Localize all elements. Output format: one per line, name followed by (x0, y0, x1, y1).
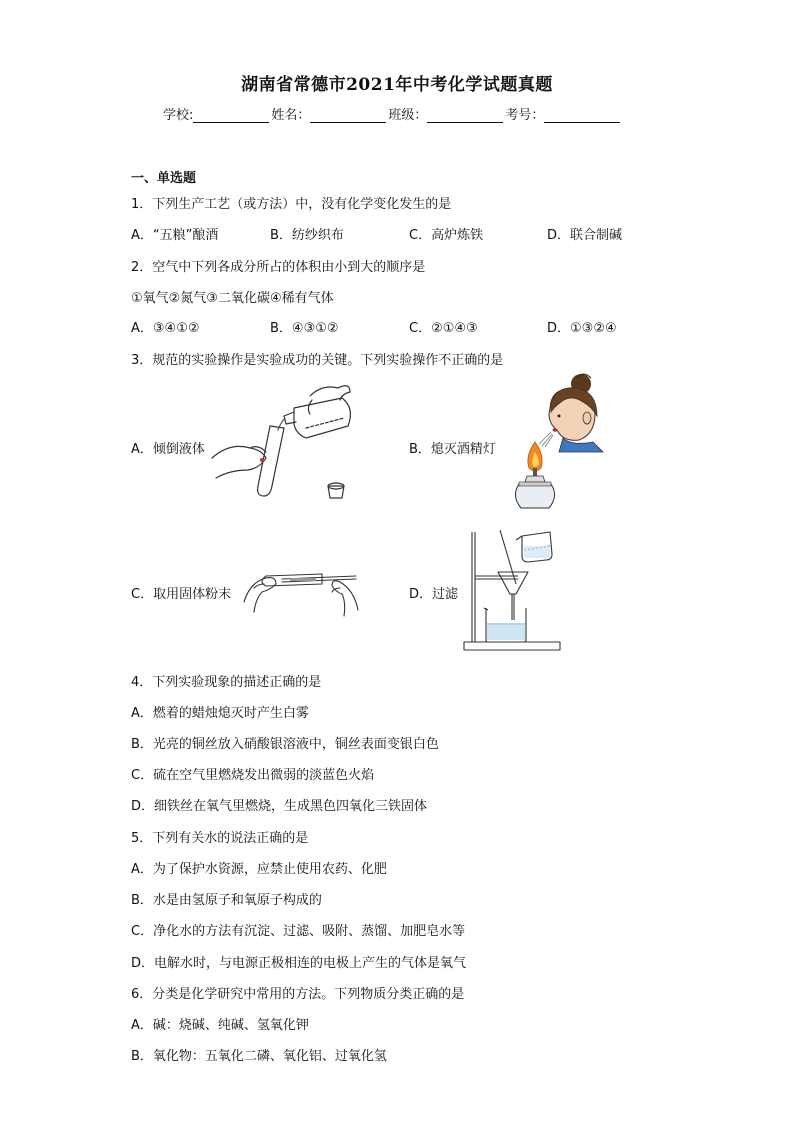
q4-option-a: A．燃着的蜡烛熄灭时产生白雾 (131, 706, 309, 721)
q4-option-d: D．细铁丝在氧气里燃烧，生成黑色四氧化三铁固体 (131, 799, 428, 814)
q5-option-b: B．水是由氢原子和氧原子构成的 (131, 893, 322, 908)
q3-option-d: D．过滤 (409, 587, 459, 602)
q3-option-a: A．倾倒液体 (131, 442, 205, 457)
question-3-stem: 3．规范的实验操作是实验成功的关键。下列实验操作不正确的是 (131, 353, 504, 368)
q3-option-c: C．取用固体粉末 (131, 587, 232, 602)
school-blank[interactable] (193, 108, 269, 123)
student-info-line (163, 104, 622, 123)
q3-option-b: B．熄灭酒精灯 (409, 442, 496, 457)
pouring-liquid-illustration (210, 378, 360, 506)
q5-option-d: D．电解水时，与电源正极相连的电极上产生的气体是氧气 (131, 956, 467, 971)
question-2-stem: 2．空气中下列各成分所占的体积由小到大的顺序是 (131, 260, 426, 275)
name-blank[interactable] (310, 108, 386, 123)
class-label: 班级： (388, 108, 428, 123)
blowing-alcohol-lamp-illustration (505, 372, 605, 512)
name-label: 姓名： (271, 108, 311, 123)
school-label: 学校: (163, 108, 194, 123)
q5-option-c: C．净化水的方法有沉淀、过滤、吸附、蒸馏、加肥皂水等 (131, 924, 466, 939)
question-6-stem: 6．分类是化学研究中常用的方法。下列物质分类正确的是 (131, 987, 465, 1002)
exam-title: 湖南省常德市2021年中考化学试题真题 (241, 75, 553, 95)
q1-option-b: B．纺纱织布 (270, 228, 344, 243)
q6-option-b: B．氧化物：五氧化二磷、氧化铝、过氧化氢 (131, 1049, 387, 1064)
question-5-stem: 5．下列有关水的说法正确的是 (131, 831, 309, 846)
q2-option-d: D．①③②④ (547, 321, 617, 336)
q2-option-c: C．②①④③ (409, 321, 478, 336)
section-heading: 一、单选题 (131, 171, 197, 186)
question-4-stem: 4．下列实验现象的描述正确的是 (131, 675, 322, 690)
solid-powder-illustration (240, 562, 362, 620)
q2-option-b: B．④③①② (270, 321, 339, 336)
question-2-list: ①氧气②氮气③二氧化碳④稀有气体 (131, 291, 334, 306)
filtration-illustration (462, 528, 562, 652)
q4-option-b: B．光亮的铜丝放入硝酸银溶液中，铜丝表面变银白色 (131, 737, 439, 752)
question-1-stem: 1．下列生产工艺（或方法）中，没有化学变化发生的是 (131, 197, 452, 212)
class-blank[interactable] (427, 108, 503, 123)
q4-option-c: C．硫在空气里燃烧发出微弱的淡蓝色火焰 (131, 768, 375, 783)
q1-option-a: A．“五粮”酿酒 (131, 228, 219, 243)
q2-option-a: A．③④①② (131, 321, 200, 336)
q1-option-c: C．高炉炼铁 (409, 228, 484, 243)
q5-option-a: A．为了保护水资源，应禁止使用农药、化肥 (131, 862, 387, 877)
exam-no-label: 考号： (505, 108, 545, 123)
exam-no-blank[interactable] (544, 108, 620, 123)
q1-option-d: D．联合制碱 (547, 228, 623, 243)
q6-option-a: A．碱：烧碱、纯碱、氢氧化钾 (131, 1018, 309, 1033)
